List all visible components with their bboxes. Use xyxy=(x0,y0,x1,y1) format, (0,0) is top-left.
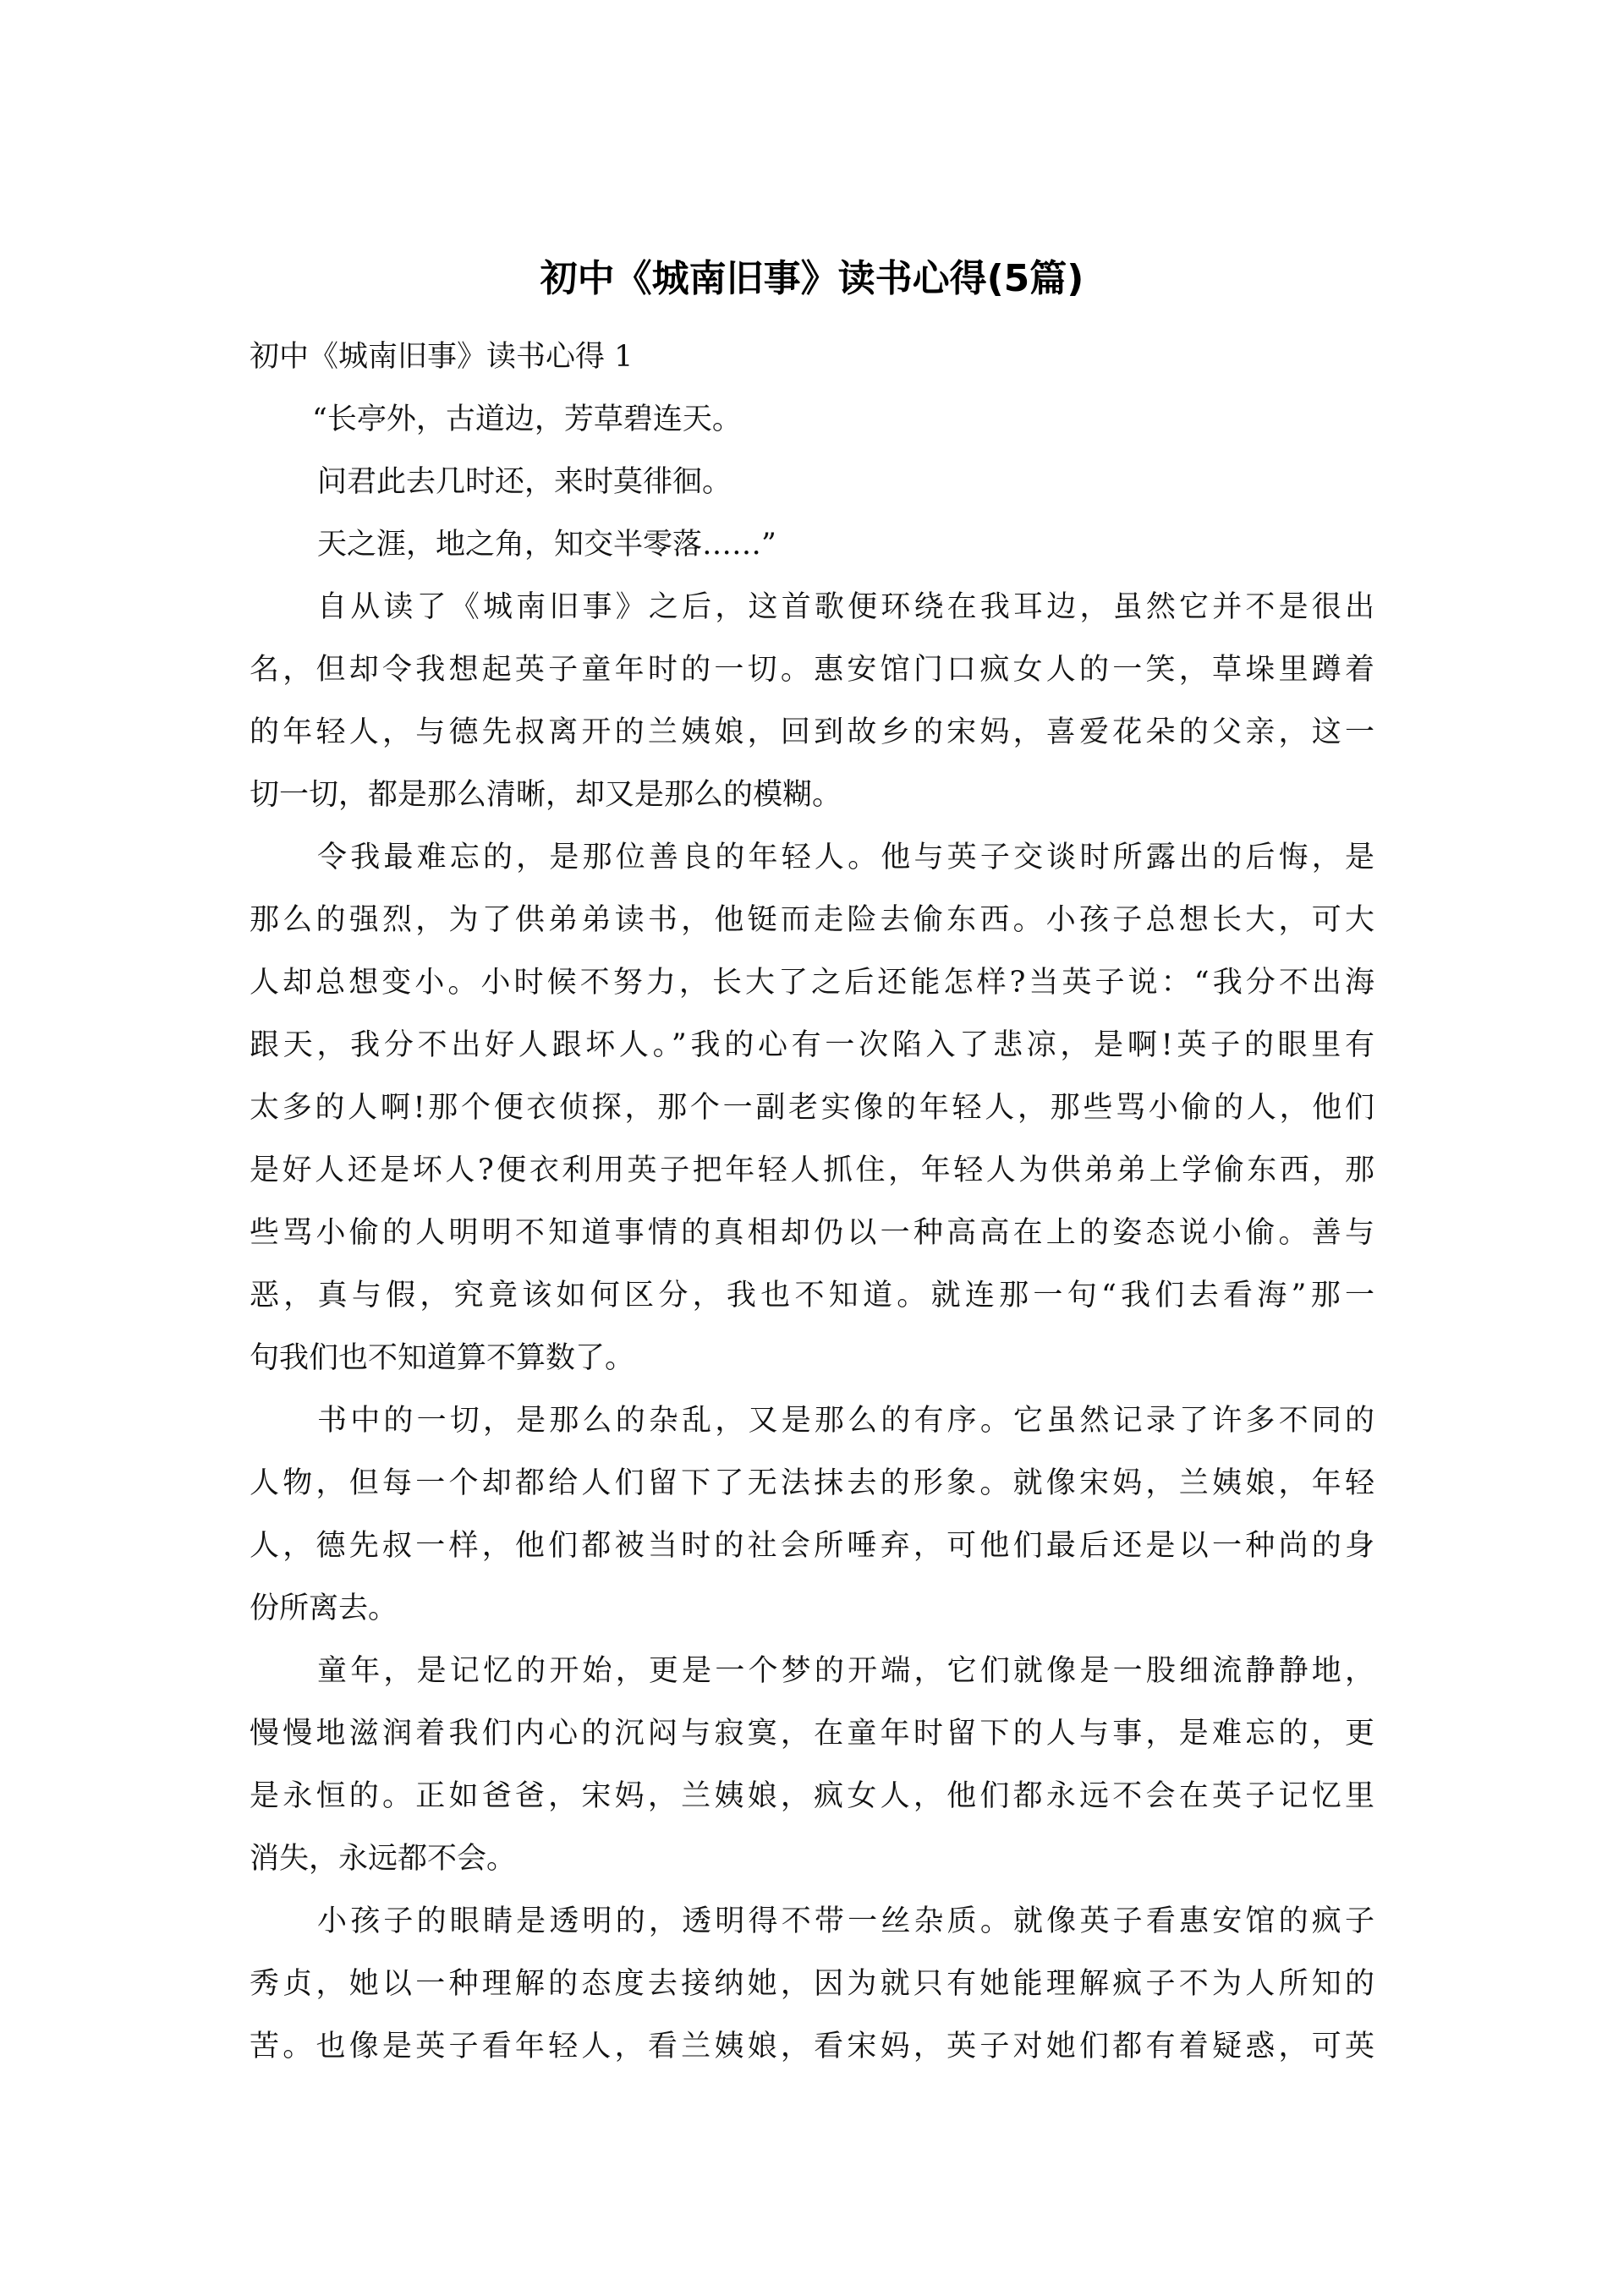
text-line: 苦。也像是英子看年轻人，看兰姨娘，看宋妈，英子对她们都有着疑惑，可英 xyxy=(250,2030,1374,2063)
text-line: 切一切，都是那么清晰，却又是那么的模糊。 xyxy=(250,778,842,812)
poem-line: “长亭外，古道边，芳草碧连天。 xyxy=(312,403,742,436)
text-line: 童年，是记忆的开始，更是一个梦的开端，它们就像是一股细流静静地， xyxy=(317,1654,1374,1688)
text-line: 的年轻人，与德先叔离开的兰姨娘，回到故乡的宋妈，喜爱花朵的父亲，这一 xyxy=(250,715,1374,749)
text-line: 自从读了《城南旧事》之后，这首歌便环绕在我耳边，虽然它并不是很出 xyxy=(317,590,1374,624)
text-line: 那么的强烈，为了供弟弟读书，他铤而走险去偷东西。小孩子总想长大，可大 xyxy=(250,903,1374,937)
paragraph xyxy=(250,1395,1374,1634)
paragraph xyxy=(250,832,1374,1384)
text-line: 跟天，我分不出好人跟坏人。”我的心有一次陷入了悲凉，是啊!英子的眼里有 xyxy=(250,1028,1374,1062)
text-line: 人物，但每一个却都给人们留下了无法抹去的形象。就像宋妈，兰姨娘，年轻 xyxy=(250,1466,1374,1500)
paragraph xyxy=(250,1896,1374,2072)
text-line: 句我们也不知道算不算数了。 xyxy=(250,1341,635,1375)
text-line: 太多的人啊!那个便衣侦探，那个一副老实像的年轻人，那些骂小偷的人，他们 xyxy=(250,1091,1374,1125)
text-line: 名，但却令我想起英子童年时的一切。惠安馆门口疯女人的一笑，草垛里蹲着 xyxy=(250,653,1374,687)
paragraph xyxy=(250,582,1374,820)
text-line: 小孩子的眼睛是透明的，透明得不带一丝杂质。就像英子看惠安馆的疯子 xyxy=(317,1904,1374,1938)
text-line: 人却总想变小。小时候不努力，长大了之后还能怎样?当英子说：“我分不出海 xyxy=(250,966,1374,1000)
text-line: 人，德先叔一样，他们都被当时的社会所唾弃，可他们最后还是以一种尚的身 xyxy=(250,1529,1374,1563)
text-line: 令我最难忘的，是那位善良的年轻人。他与英子交谈时所露出的后悔，是 xyxy=(317,841,1374,874)
text-line: 书中的一切，是那么的杂乱，又是那么的有序。它虽然记录了许多不同的 xyxy=(317,1404,1374,1438)
paragraph xyxy=(250,1646,1374,1884)
text-line: 是永恒的。正如爸爸，宋妈，兰姨娘，疯女人，他们都永远不会在英子记忆里 xyxy=(250,1779,1374,1813)
text-line: 份所离去。 xyxy=(250,1592,398,1625)
poem-line: 问君此去几时还，来时莫徘徊。 xyxy=(317,465,732,499)
document-body xyxy=(250,332,1374,2084)
text-line: 是好人还是坏人?便衣利用英子把年轻人抓住，年轻人为供弟弟上学偷东西，那 xyxy=(250,1153,1374,1187)
text-line: 些骂小偷的人明明不知道事情的真相却仍以一种高高在上的姿态说小偷。善与 xyxy=(250,1216,1374,1250)
text-line: 恶，真与假，究竟该如何区分，我也不知道。就连那一句“我们去看海”那一 xyxy=(250,1279,1374,1312)
poem-line: 天之涯，地之角，知交半零落……” xyxy=(317,528,776,562)
text-line: 秀贞，她以一种理解的态度去接纳她，因为就只有她能理解疯子不为人所知的 xyxy=(250,1967,1374,2001)
text-line: 慢慢地滋润着我们内心的沉闷与寂寞，在童年时留下的人与事，是难忘的，更 xyxy=(250,1717,1374,1751)
section-heading: 初中《城南旧事》读书心得 1 xyxy=(250,340,634,374)
text-line: 消失，永远都不会。 xyxy=(250,1842,517,1876)
document-title: 初中《城南旧事》读书心得(5篇) xyxy=(540,257,1084,300)
